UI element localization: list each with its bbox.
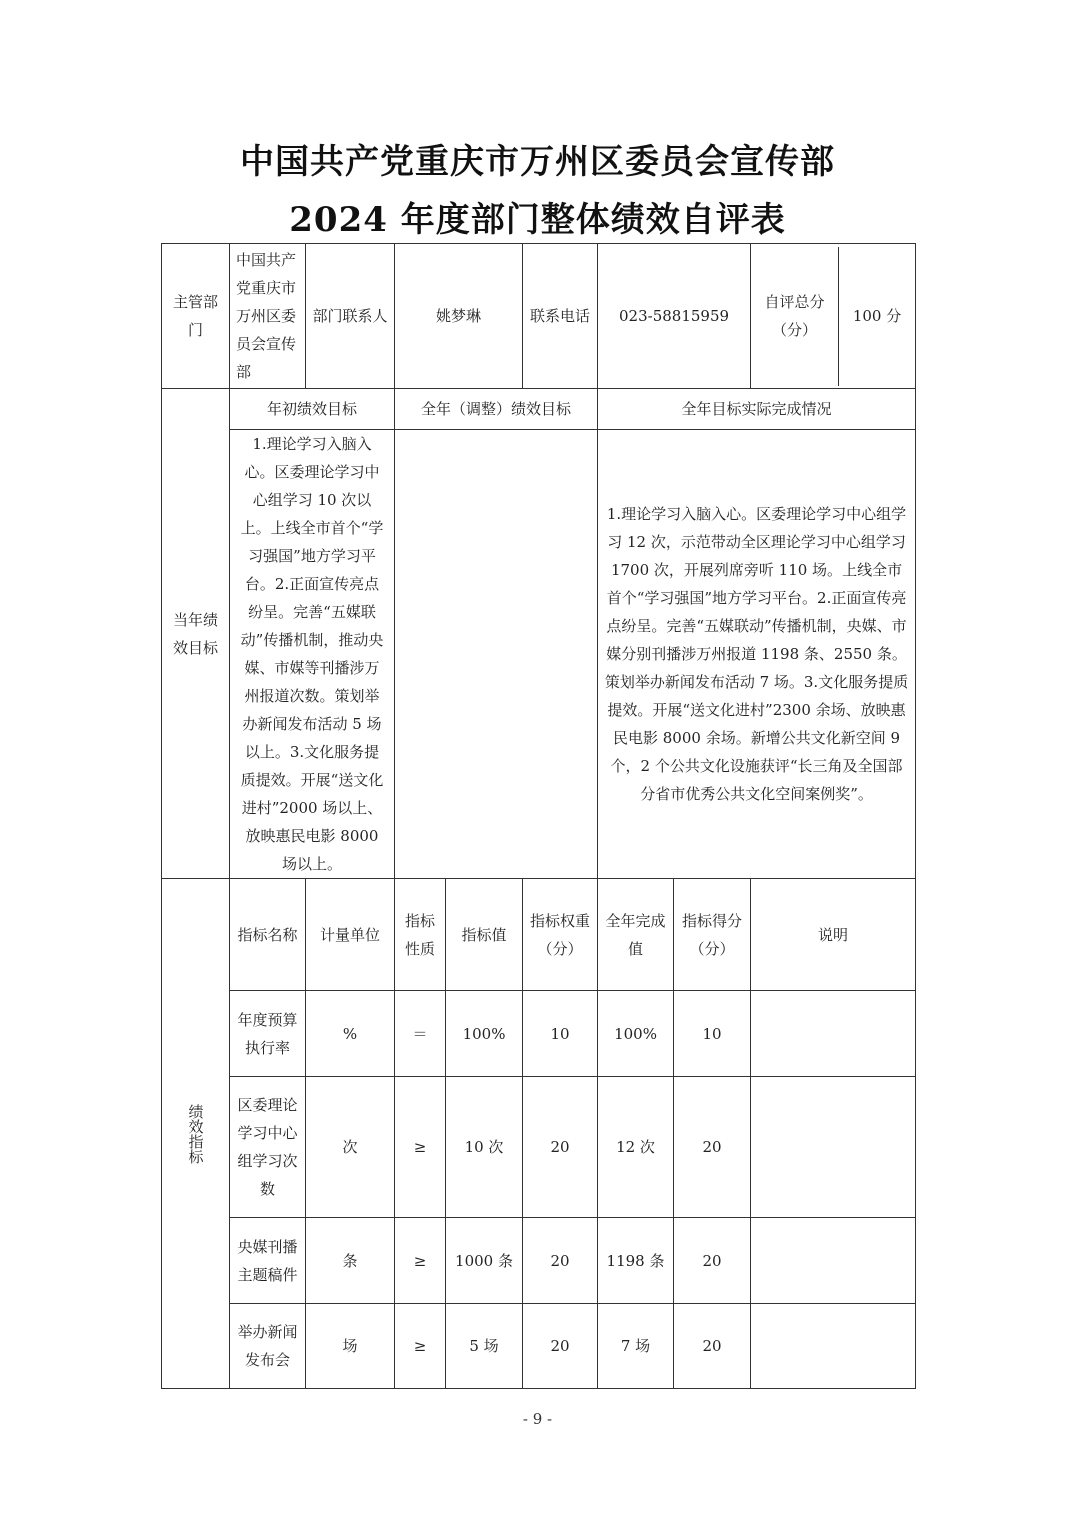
indicator-target: 100% — [446, 991, 523, 1077]
indicator-actual: 1198 条 — [598, 1218, 674, 1304]
document-title-line1: 中国共产党重庆市万州区委员会宣传部 — [240, 142, 835, 182]
indicator-score: 10 — [674, 991, 751, 1077]
indicator-header-unit: 计量单位 — [306, 879, 395, 991]
table-row — [162, 1218, 916, 1304]
score-label: 自评总分（分） — [751, 247, 839, 386]
indicator-weight: 20 — [523, 1077, 598, 1218]
indicator-unit: 条 — [306, 1218, 395, 1304]
actual-completion-text: 1.理论学习入脑入心。区委理论学习中心组学习 12 次，示范带动全区理论学习中心组学习 1700 次，开展列席旁听 110 场。上线全市首个“学习强国”地方学习平台。2.正面宣传亮点纷呈。完善“五媒联动”传播机制，央媒、市媒分别刊播涉万州报道 1198 条、2550 条。策划举办新闻发布活动 7 场。3.文化服务提质提效。开展“送文化进村”2300 余场、放映惠民电影 8000 余场。新增公共文化新空间 9 个，2 个公共文化设施获评“长三角及全国部分省市优秀公共文化空间案例奖”。 — [598, 430, 916, 879]
indicator-unit: 场 — [306, 1304, 395, 1389]
indicator-target: 10 次 — [446, 1077, 523, 1218]
dept-label: 主管部门 — [162, 244, 230, 389]
actual-completion-header: 全年目标实际完成情况 — [598, 389, 916, 430]
indicator-header-name: 指标名称 — [230, 879, 306, 991]
indicator-header-nature: 指标性质 — [395, 879, 446, 991]
indicator-actual: 12 次 — [598, 1077, 674, 1218]
indicator-name: 举办新闻发布会 — [230, 1304, 306, 1389]
indicator-nature: ＝ — [395, 991, 446, 1077]
adjusted-goal-text — [395, 430, 598, 879]
indicator-note — [751, 1304, 916, 1389]
indicator-name: 年度预算执行率 — [230, 991, 306, 1077]
phone-label: 联系电话 — [523, 244, 598, 389]
indicator-note — [751, 1218, 916, 1304]
initial-goal-text: 1.理论学习入脑入心。区委理论学习中心组学习 10 次以上。上线全市首个“学习强国”地方学习平台。2.正面宣传亮点纷呈。完善“五媒联动”传播机制，推动央媒、市媒等刊播涉万州报道次数。策划举办新闻发布活动 5 场以上。3.文化服务提质提效。开展“送文化进村”2000 场以上、放映惠民电影 8000 场以上。 — [230, 430, 395, 879]
indicator-header-weight: 指标权重（分） — [523, 879, 598, 991]
indicator-unit: % — [306, 991, 395, 1077]
indicator-score: 20 — [674, 1218, 751, 1304]
score-value: 100 分 — [852, 307, 902, 325]
score-subtable — [751, 247, 915, 386]
evaluation-table — [161, 243, 916, 1389]
document-title-line2: 2024 年度部门整体绩效自评表 — [289, 200, 786, 240]
indicator-nature: ≥ — [395, 1218, 446, 1304]
indicator-note — [751, 991, 916, 1077]
goals-header-row — [162, 389, 916, 430]
phone-value: 023-58815959 — [598, 244, 751, 389]
indicator-weight: 20 — [523, 1304, 598, 1389]
header-row — [162, 244, 916, 389]
indicator-header-note: 说明 — [751, 879, 916, 991]
goals-content-row — [162, 430, 916, 879]
indicator-unit: 次 — [306, 1077, 395, 1218]
indicator-score: 20 — [674, 1077, 751, 1218]
indicator-header-score: 指标得分（分） — [674, 879, 751, 991]
indicator-nature: ≥ — [395, 1304, 446, 1389]
indicator-actual: 7 场 — [598, 1304, 674, 1389]
table-row — [162, 1304, 916, 1389]
indicator-name: 央媒刊播主题稿件 — [230, 1218, 306, 1304]
table-row — [162, 1077, 916, 1218]
indicator-score: 20 — [674, 1304, 751, 1389]
indicator-note — [751, 1077, 916, 1218]
indicator-nature: ≥ — [395, 1077, 446, 1218]
indicator-weight: 10 — [523, 991, 598, 1077]
dept-value: 中国共产党重庆市万州区委员会宣传部 — [230, 244, 306, 389]
page-number: - 9 - — [522, 1410, 553, 1428]
indicator-header-target: 指标值 — [446, 879, 523, 991]
indicators-row-label: 绩效指标 — [162, 879, 230, 1389]
goals-row-label: 当年绩效目标 — [162, 389, 230, 879]
contact-label: 部门联系人 — [306, 244, 395, 389]
contact-value: 姚梦琳 — [395, 244, 523, 389]
indicator-header-row — [162, 879, 916, 991]
indicator-target: 1000 条 — [446, 1218, 523, 1304]
indicator-weight: 20 — [523, 1218, 598, 1304]
initial-goal-header: 年初绩效目标 — [230, 389, 395, 430]
indicator-target: 5 场 — [446, 1304, 523, 1389]
indicator-name: 区委理论学习中心组学习次数 — [230, 1077, 306, 1218]
adjusted-goal-header: 全年（调整）绩效目标 — [395, 389, 598, 430]
table-row — [162, 991, 916, 1077]
indicator-actual: 100% — [598, 991, 674, 1077]
indicator-header-actual: 全年完成值 — [598, 879, 674, 991]
